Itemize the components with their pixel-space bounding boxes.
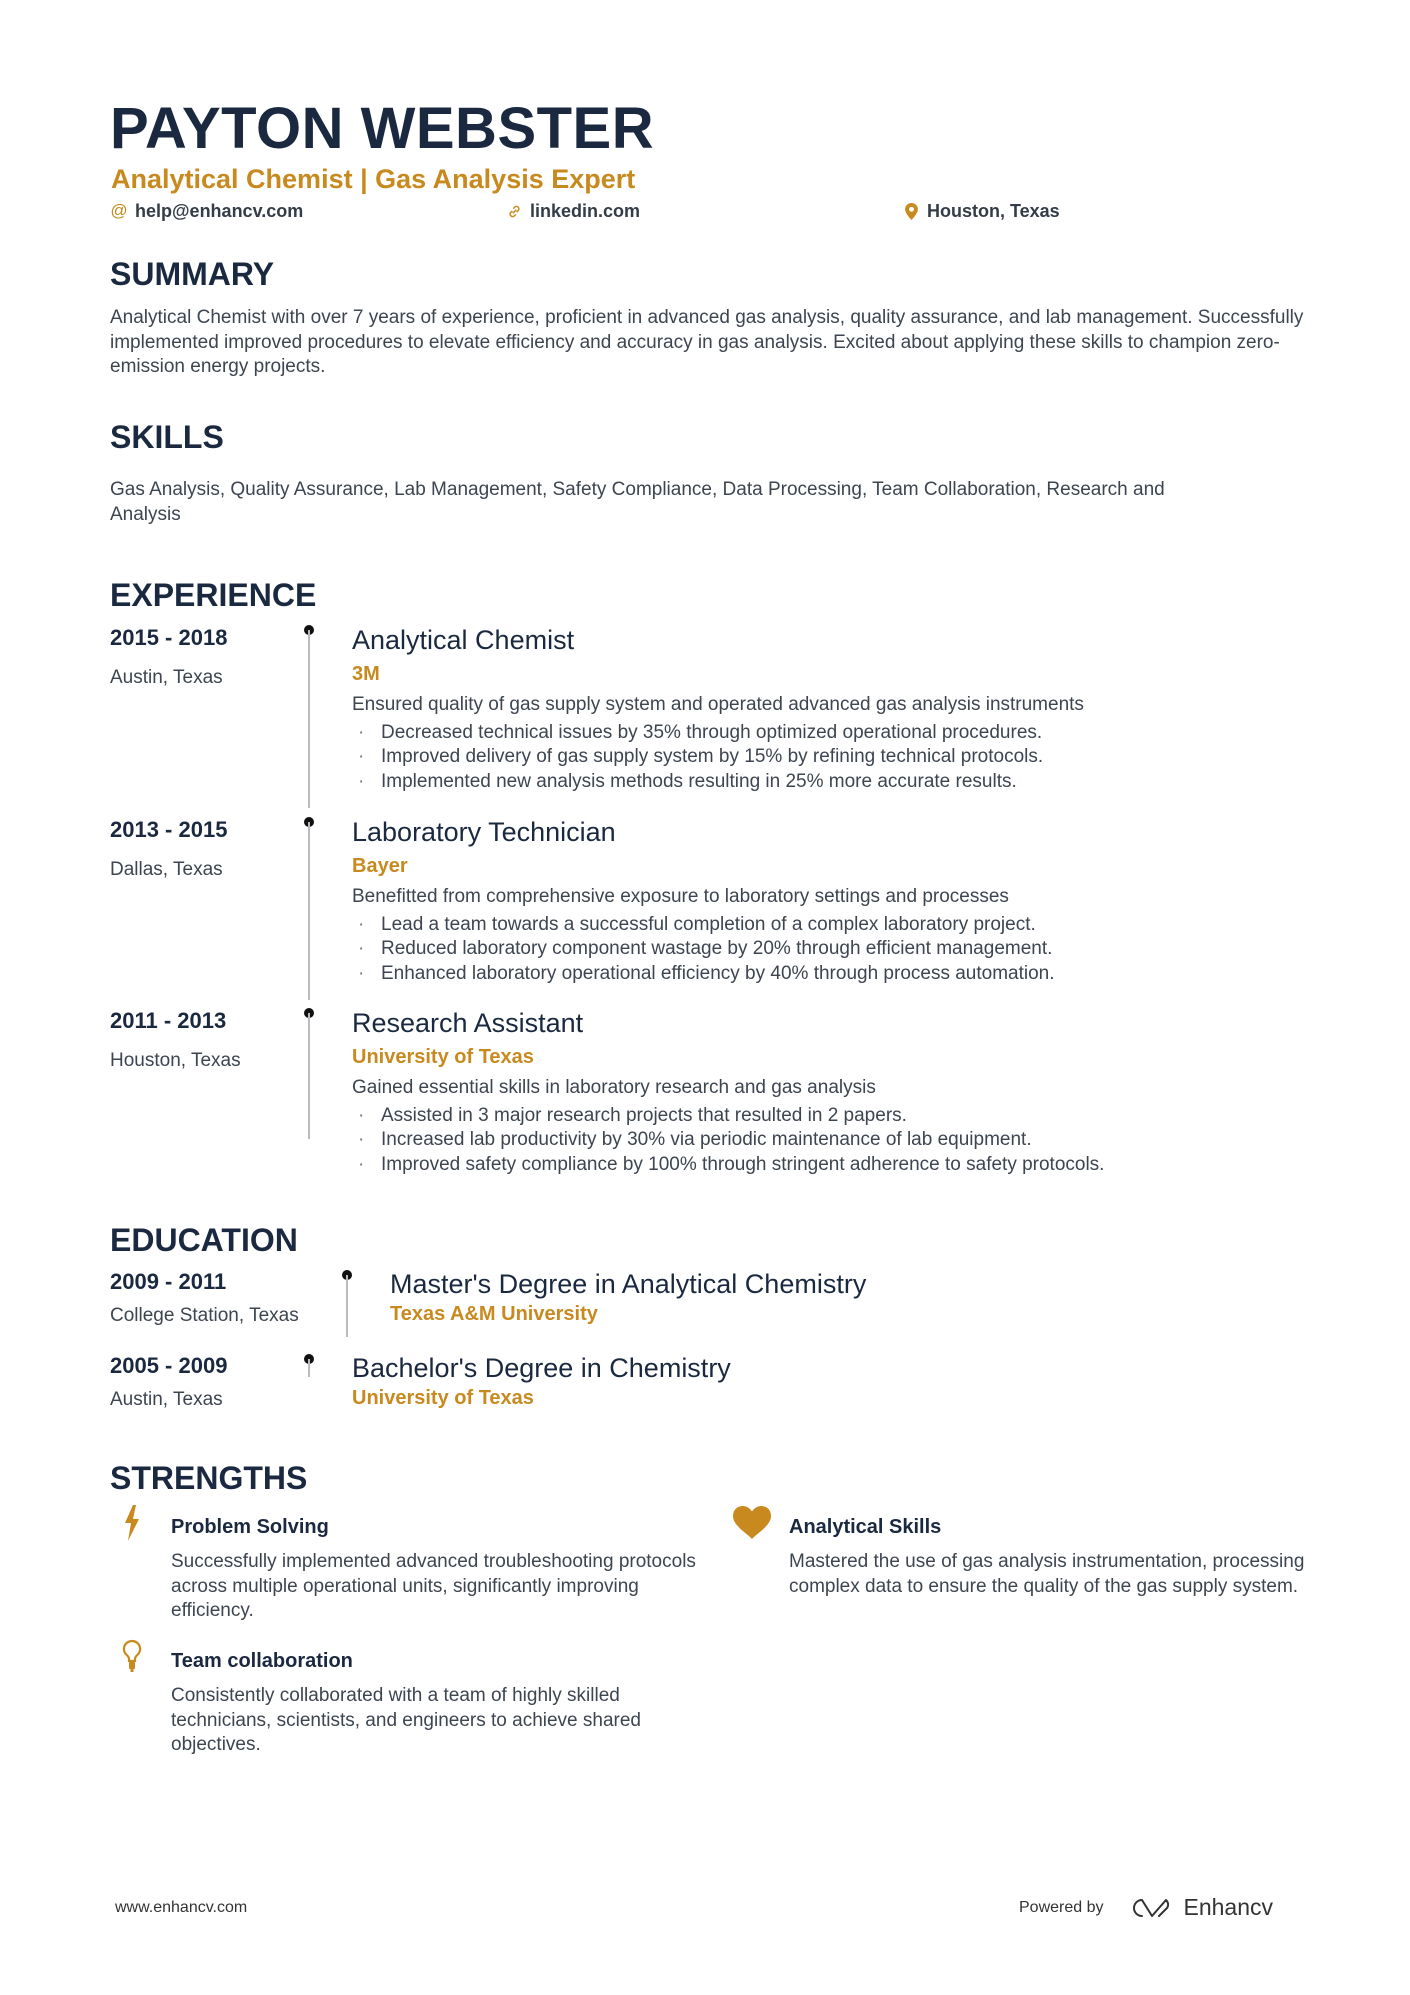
skills-heading: SKILLS bbox=[110, 419, 224, 455]
contact-location-text: Houston, Texas bbox=[927, 201, 1060, 221]
contact-linkedin[interactable] bbox=[506, 200, 640, 222]
education-heading: EDUCATION bbox=[110, 1222, 298, 1258]
experience-heading: EXPERIENCE bbox=[110, 577, 317, 613]
job-bullet: · Assisted in 3 major research projects that resulted in 2 papers. bbox=[352, 1104, 1332, 1129]
job-bullet: · Increased lab productivity by 30% via periodic maintenance of lab equipment. bbox=[352, 1128, 1332, 1153]
job-description: Ensured quality of gas supply system and operated advanced gas analysis instruments bbox=[352, 694, 1084, 715]
job-dates: 2015 - 2018 bbox=[110, 625, 228, 650]
job-entry bbox=[352, 816, 1332, 986]
lightning-bolt-icon bbox=[117, 1503, 147, 1543]
job-company: University of Texas bbox=[352, 1046, 534, 1068]
job-bullets bbox=[352, 721, 1332, 795]
edu-location: Austin, Texas bbox=[110, 1389, 223, 1410]
job-location: Dallas, Texas bbox=[110, 859, 223, 880]
job-company: 3M bbox=[352, 663, 380, 685]
timeline-line bbox=[346, 1275, 348, 1337]
enhancv-logo bbox=[1128, 1894, 1274, 1921]
job-bullet: · Decreased technical issues by 35% through optimized operational procedures. bbox=[352, 721, 1332, 746]
heart-icon bbox=[732, 1503, 772, 1543]
candidate-title: Analytical Chemist | Gas Analysis Expert bbox=[111, 164, 636, 194]
timeline-line bbox=[308, 822, 310, 1000]
strength-description: Consistently collaborated with a team of highly skilled technicians, scientists, and engineers to achieve shared objectives. bbox=[171, 1685, 641, 1755]
strength-item bbox=[171, 1514, 711, 1624]
brand-name: Enhancv bbox=[1183, 1894, 1274, 1920]
job-location: Houston, Texas bbox=[110, 1050, 241, 1071]
enhancv-logo-icon bbox=[1128, 1896, 1174, 1920]
strength-item bbox=[171, 1648, 711, 1758]
powered-by bbox=[1019, 1894, 1273, 1921]
job-company: Bayer bbox=[352, 855, 408, 877]
job-bullet: · Improved delivery of gas supply system by 15% by refining technical protocols. bbox=[352, 745, 1332, 770]
contact-email[interactable] bbox=[111, 200, 303, 222]
job-entry bbox=[352, 624, 1332, 794]
job-title: Research Assistant bbox=[352, 1008, 584, 1038]
edu-school: University of Texas bbox=[352, 1387, 534, 1409]
job-description: Benefitted from comprehensive exposure to laboratory settings and processes bbox=[352, 886, 1009, 907]
strength-description: Successfully implemented advanced troubleshooting protocols across multiple operational units, significantly improving efficiency. bbox=[171, 1551, 696, 1621]
at-icon: @ bbox=[110, 201, 128, 220]
job-bullet: · Reduced laboratory component wastage by 20% through efficient management. bbox=[352, 937, 1332, 962]
job-bullet: · Lead a team towards a successful completion of a complex laboratory project. bbox=[352, 913, 1332, 938]
edu-entry bbox=[390, 1268, 866, 1327]
strength-title: Problem Solving bbox=[171, 1516, 329, 1538]
edu-dates: 2009 - 2011 bbox=[110, 1269, 227, 1294]
edu-dates: 2005 - 2009 bbox=[110, 1353, 228, 1378]
edu-location: College Station, Texas bbox=[110, 1305, 299, 1326]
timeline-line bbox=[308, 630, 310, 808]
job-location: Austin, Texas bbox=[110, 667, 223, 688]
powered-by-label: Powered by bbox=[1019, 1898, 1104, 1916]
strength-title: Analytical Skills bbox=[789, 1516, 942, 1538]
strength-title: Team collaboration bbox=[171, 1650, 353, 1672]
strength-description: Mastered the use of gas analysis instrumentation, processing complex data to ensure the quality of the gas supply system. bbox=[789, 1551, 1305, 1597]
edu-school: Texas A&M University bbox=[390, 1303, 598, 1325]
contact-linkedin-text: linkedin.com bbox=[530, 201, 641, 221]
job-description: Gained essential skills in laboratory research and gas analysis bbox=[352, 1077, 876, 1098]
strength-item bbox=[789, 1514, 1329, 1599]
job-title: Laboratory Technician bbox=[352, 817, 616, 847]
summary-heading: SUMMARY bbox=[110, 256, 275, 292]
contact-location bbox=[903, 200, 1060, 222]
strengths-heading: STRENGTHS bbox=[110, 1460, 308, 1496]
timeline-line bbox=[308, 1359, 310, 1377]
edu-degree: Bachelor's Degree in Chemistry bbox=[352, 1353, 731, 1383]
timeline-line bbox=[308, 1013, 310, 1139]
footer-website[interactable]: www.enhancv.com bbox=[115, 1899, 248, 1916]
skills-text: Gas Analysis, Quality Assurance, Lab Management, Safety Compliance, Data Processing, Team Collaboration, Research and Analysis bbox=[110, 479, 1165, 525]
job-bullets bbox=[352, 913, 1332, 987]
job-title: Analytical Chemist bbox=[352, 625, 575, 655]
summary-text: Analytical Chemist with over 7 years of experience, proficient in advanced gas analysis, quality assurance, and lab management. Successfully implemented improved procedures to elevate efficiency and accuracy in gas analysis. Excited about applying these skills to champion zero-emission energy projects. bbox=[110, 307, 1304, 377]
job-entry bbox=[352, 1007, 1332, 1177]
job-bullet: · Improved safety compliance by 100% through stringent adherence to safety protocols. bbox=[352, 1153, 1332, 1178]
link-icon bbox=[506, 204, 522, 219]
job-dates: 2013 - 2015 bbox=[110, 817, 228, 842]
lightbulb-icon bbox=[117, 1636, 147, 1676]
job-bullet: · Enhanced laboratory operational efficiency by 40% through process automation. bbox=[352, 962, 1332, 987]
job-bullet: · Implemented new analysis methods resulting in 25% more accurate results. bbox=[352, 770, 1332, 795]
job-bullets bbox=[352, 1104, 1332, 1178]
edu-entry bbox=[352, 1352, 731, 1411]
edu-degree: Master's Degree in Analytical Chemistry bbox=[390, 1269, 867, 1299]
contact-email-text: help@enhancv.com bbox=[135, 201, 304, 221]
job-dates: 2011 - 2013 bbox=[110, 1008, 227, 1033]
candidate-name: PAYTON WEBSTER bbox=[110, 96, 655, 161]
location-pin-icon bbox=[903, 203, 919, 220]
